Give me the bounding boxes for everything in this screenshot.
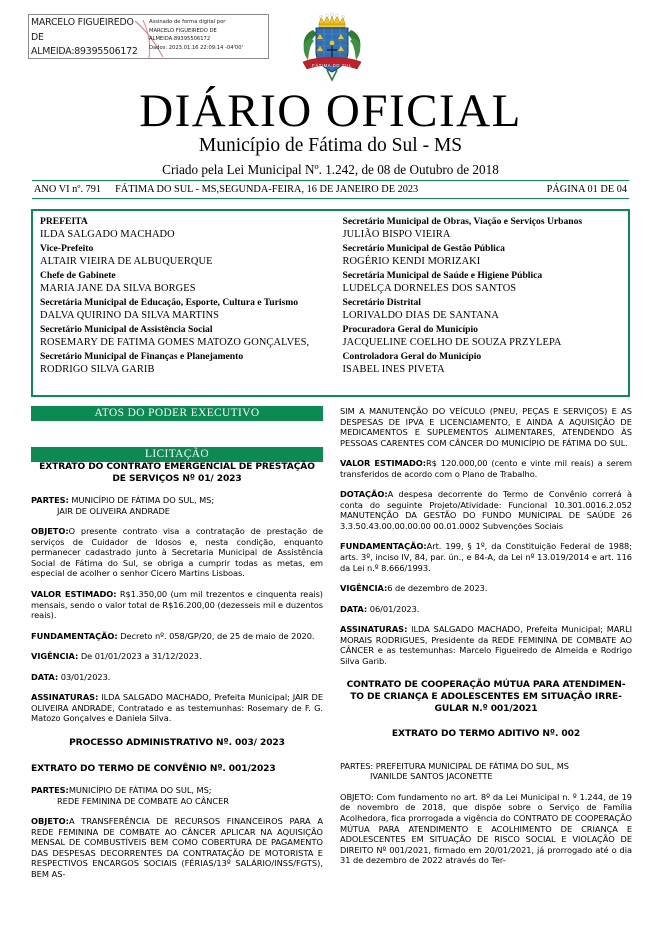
data-paragraph (31, 672, 323, 683)
continuation-paragraph: SIM A MANUTENÇÃO DO VEÍCULO (PNEU, PEÇAS E SERVIÇOS) E AS DESPESAS DE IPVA E LICENCIAMENTO, E AINDA A AQUISIÇÃO DE MEDICAMENTOS E SUPLEMENTOS ALIMENTARES, ATENDENDO ÀS PESSOAS CARENTES COM CÂNCER DO MUNICÍPIO DE FÁTIMA DO SUL. (340, 406, 632, 448)
data-value: 06/01/2023. (367, 603, 420, 614)
signature-metadata (146, 15, 268, 58)
partes-label: PARTES: (31, 495, 69, 506)
fundamentacao-value: Art. 199, § 1º, da Constituição Federal de 1988; arts. 3º, inciso IV, 84, par. ún., e 84-A, da Lei nº 13.019/2014 e art. 116 da Lei n.º 8.666/1993. (340, 541, 632, 573)
assinaturas-value: ILDA SALGADO MACHADO, Prefeita Municipal; JAIR DE OLIVEIRA ANDRADE, Contratado e as testemunhas: Rosemary de F. G. Matozo Gonçalves e Daniela Silva. (31, 692, 323, 724)
partes2-label: PARTES: (31, 785, 69, 796)
issue-info-bar (32, 180, 629, 199)
section-banner-licitacao: LICITAÇÃO (31, 447, 323, 462)
official-name: DALVA QUIRINO DA SILVA MARTINS (40, 310, 220, 322)
official-role: Secretário Municipal de Assistência Social (40, 324, 213, 335)
objeto2-value: A TRANSFERÊNCIA DE RECURSOS FINANCEIROS PARA A REDE FEMININA DE COMBATE AO CÂNCER APLICAR NA AQUISIÇÃO MENSAL DE COMBUSTÍVEIS BEM COMO COBERTURA DE PAGAMENTO DAS DESPESAS DECORRENTES DA CONTRATAÇÃO DE MOTORISTA E RESPECTIVOS ENCARGOS SOCIAIS (FÉRIAS/13º SALÁRIO/INSS/FGTS), BEM AS- (31, 816, 323, 879)
official-role: Secretário Municipal de Obras, Viação e Serviços Urbanos (342, 216, 583, 227)
fundamentacao-label: FUNDAMENTAÇÃO: (31, 630, 118, 641)
official-role: Vice-Prefeito (40, 243, 94, 254)
vigencia-paragraph (340, 583, 632, 594)
contract-heading-line1: EXTRATO DO CONTRATO EMERGENCIAL DE PRESTAÇÃO (39, 462, 315, 472)
issue-date-location: FÁTIMA DO SUL - MS,SEGUNDA-FEIRA, 16 DE JANEIRO DE 2023 (115, 184, 419, 195)
signature-signer-name: MARCELO FIGUEIREDO DE ALMEIDA:89395506172 (31, 17, 138, 57)
assinaturas-value: ILDA SALGADO MACHADO, Prefeita Municipal; MARLI MORAIS RODRIGUES, Presidente da REDE FEMININA DE COMBATE AO CÂNCER e as testemunhas: Marcelo Figueiredo de Almeida e Rodrigo Silva Garib. (340, 624, 632, 666)
official-name: RODRIGO SILVA GARIB (40, 364, 155, 376)
processo-administrativo-heading: PROCESSO ADMINISTRATIVO Nº. 003/ 2023 (69, 737, 285, 748)
masthead-subtitle: Município de Fátima do Sul - MS (198, 135, 463, 156)
official-role: Procuradora Geral do Município (342, 324, 478, 335)
official-name: ROGÉRIO KENDI MORIZAKI (342, 256, 481, 268)
valor-value: R$ 120.000,00 (cento e vinte mil reais) a serem transferidos de acordo com o Plano de Trabalho. (340, 458, 632, 479)
valor-label: VALOR ESTIMADO: (31, 589, 117, 600)
objeto-paragraph (340, 792, 632, 866)
partes-value: MUNICÍPIO DE FÁTIMA DO SUL, MS; (68, 495, 215, 506)
fundamentacao-value: Decreto nº. 058/GP/20, de 25 de maio de 2020. (117, 630, 315, 641)
signature-meta-line2: MARCELO FIGUEIREDO DE (149, 27, 217, 34)
official-name: MARIA JANE DA SILVA BORGES (40, 283, 196, 295)
objeto2-label: OBJETO: (31, 816, 69, 827)
assinaturas-paragraph (340, 624, 632, 666)
official-role: Chefe de Gabinete (40, 270, 116, 281)
digital-signature-stamp (28, 14, 269, 59)
fundamentacao-paragraph (340, 541, 632, 573)
masthead-law-reference: Criado pela Lei Municipal Nº. 1.242, de 08 de Outubro de 2018 (162, 162, 499, 177)
data-paragraph (340, 604, 632, 615)
official-role: Secretário Municipal de Gestão Pública (342, 243, 505, 254)
signature-meta-line1: Assinado de forma digital por (149, 19, 226, 25)
fundamentacao-label: FUNDAMENTAÇÃO: (340, 541, 427, 552)
cooperacao-heading-line1: CONTRATO DE COOPERAÇÃO MÚTUA PARA ATENDIMEN- (346, 680, 626, 691)
assinaturas-label: ASSINATURAS: (31, 692, 99, 703)
assinaturas-label: ASSINATURAS: (340, 624, 408, 635)
dotacao-paragraph (340, 489, 632, 531)
page-number: PÁGINA 01 DE 04 (546, 184, 627, 195)
cooperacao-heading-line2: TO DE CRIANÇA E ADOLESCENTES EM SITUAÇÃO IRRE- (350, 691, 622, 702)
partes-second-party: JAIR DE OLIVEIRA ANDRADE (57, 505, 170, 516)
fundamentacao-paragraph (31, 631, 323, 642)
objeto-label: OBJETO: (31, 526, 69, 537)
vigencia-paragraph (31, 651, 323, 662)
valor-value: R$1.350,00 (um mil trezentos e cinquenta reais) mensais, sendo o valor total de R$16.200,00 (dezesseis mil e duzentos reais). (31, 589, 323, 621)
issue-year-number: ANO VI nº. 791 (34, 184, 102, 195)
objeto-label: OBJETO: (340, 791, 374, 802)
data-label: DATA: (31, 671, 59, 682)
partes-value: PREFEITURA MUNICIPAL DE FÁTIMA DO SUL, MS (373, 760, 569, 771)
signature-meta-line4: Dados: 2023.01.16 22:09:14 -04'00' (149, 44, 243, 51)
partes-paragraph (340, 761, 632, 772)
municipal-coat-of-arms-icon (297, 12, 367, 84)
partes-label: PARTES: (340, 760, 374, 771)
official-name: ALTAIR VIEIRA DE ALBUQUERQUE (40, 256, 213, 268)
official-name: ROSEMARY DE FATIMA GOMES MATOZO GONÇALVES, (40, 337, 310, 349)
officials-box (31, 209, 630, 397)
section-banner-atos: ATOS DO PODER EXECUTIVO (31, 406, 323, 421)
vigencia-label: VIGÊNCIA: (340, 583, 388, 594)
masthead (0, 86, 661, 179)
contract-heading-line2: DE SERVIÇOS Nº 01/ 2023 (112, 473, 242, 484)
officials-column-right (331, 211, 629, 395)
official-role: Secretário Distrital (342, 297, 421, 308)
signature-meta-line3: ALMEIDA:89395506172 (149, 36, 211, 43)
vigencia-value: 6 de dezembro de 2023. (387, 583, 488, 594)
official-role: Controladora Geral do Município (342, 351, 482, 362)
vigencia-value: De 01/01/2023 a 31/12/2023. (78, 651, 202, 662)
cooperacao-heading-line3: GULAR N.º 001/2021 (434, 703, 538, 714)
valor-paragraph (340, 458, 632, 479)
objeto2-paragraph (31, 816, 323, 879)
official-role: Secretária Municipal de Educação, Esporte, Cultura e Turismo (40, 297, 299, 308)
vigencia-label: VIGÊNCIA: (31, 651, 79, 662)
valor-paragraph (31, 589, 323, 621)
svg-text:FÁTIMA DO SUL: FÁTIMA DO SUL (312, 63, 352, 68)
official-name: ISABEL INES PIVETA (342, 364, 445, 376)
partes-second-party: IVANILDE SANTOS JACONETTE (370, 771, 493, 782)
official-name: LORIVALDO DIAS DE SANTANA (342, 310, 499, 322)
data-value: 03/01/2023. (58, 671, 111, 682)
partes-paragraph (31, 495, 323, 506)
partes2-second-party: REDE FEMININA DE COMBATE AO CÂNCER (57, 795, 229, 806)
objeto-paragraph (31, 526, 323, 579)
official-name: LUDELÇA DORNELES DOS SANTOS (342, 283, 517, 295)
body-column-left (31, 406, 323, 880)
data-label: DATA: (340, 603, 368, 614)
official-role: Secretária Municipal de Saúde e Higiene Pública (342, 270, 543, 281)
valor-label: VALOR ESTIMADO: (340, 458, 426, 469)
objeto-value: Com fundamento no art. 8º da Lei Municipal n. º 1.244, de 19 de novembro de 2018, que dispõe sobre o Serviço de Família Acolhedora, fica prorrogada a vigência do CONTRATO DE COOPERAÇÃO MÚTUA PARA ATENDIMENTO E ACOLHIMENTO DE CRIANÇA E ADOLESCENTES EM SITUAÇÃO DE RISCO SOCIAL E VIOLAÇÃO DE DIREITO Nº 001/2021, firmado em 20/01/2021, já prorrogado até o dia 31 de dezembro de 2022 através do Ter- (340, 791, 632, 866)
partes2-paragraph (31, 785, 323, 796)
official-name: JULIÃO BISPO VIEIRA (342, 229, 451, 241)
body-column-right (340, 406, 632, 866)
official-role: Secretário Municipal de Finanças e Planejamento (40, 351, 244, 362)
official-name: ILDA SALGADO MACHADO (40, 229, 175, 241)
dotacao-value: A despesa decorrente do Termo de Convênio correrá à conta do seguinte Projeto/Atividade: Funcional 10.301.0016.2.052 MANUTENÇÃO DA GESTÃO DO FUNDO MUNICIPAL DE SAÚDE 26 3.3.50.43.00.00.00.00 00.01.0002 Subvenções Sociais (340, 489, 632, 531)
officials-column-left (33, 211, 331, 395)
official-name: JACQUELINE COELHO DE SOUZA PRZYLEPA (342, 337, 562, 349)
page-title: DIÁRIO OFICIAL (139, 85, 522, 137)
extrato-convenio-heading: EXTRATO DO TERMO DE CONVÊNIO Nº. 001/2023 (31, 763, 276, 774)
termo-aditivo-heading: EXTRATO DO TERMO ADITIVO Nº. 002 (391, 729, 581, 740)
dotacao-label: DOTAÇÃO: (340, 489, 388, 500)
official-role: PREFEITA (40, 216, 88, 227)
assinaturas-paragraph (31, 692, 323, 724)
partes2-value: MUNICÍPIO DE FÁTIMA DO SUL, MS; (68, 785, 212, 796)
objeto-value: O presente contrato visa a contratação de prestação de serviços de Cuidador de Idosos e, nesta condição, enquanto permanecer cadastrado junto à Secretaria Municipal de Assistência Social de Fátima do Sul, se obriga a cumprir todas as metas, em especial de acolher o senhor Cicero Martins Lisboas. (31, 526, 323, 579)
